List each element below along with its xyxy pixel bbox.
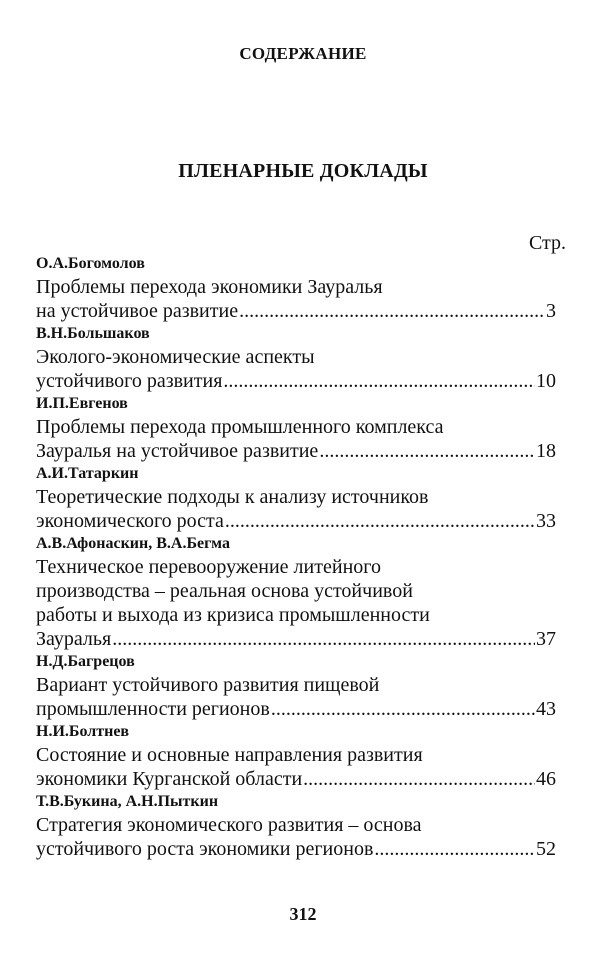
dot-leader <box>239 299 545 323</box>
toc-entry-page: 3 <box>546 300 556 322</box>
toc-entry-title-end: экономики Курганской области <box>36 768 303 790</box>
toc-entry-author: А.И.Татаркин <box>36 465 139 482</box>
toc-entry-title-line: Проблемы перехода промышленного комплекса <box>36 416 444 438</box>
toc-entry <box>36 721 556 791</box>
toc-entry-author: Н.Д.Багрецов <box>36 653 135 670</box>
toc-entry-author: О.А.Богомолов <box>36 255 145 272</box>
toc-entry-title-line: Техническое перевооружение литейного <box>36 556 381 578</box>
toc-entry-title-line: Стратегия экономического развития – основа <box>36 814 422 836</box>
dot-leader <box>225 509 535 533</box>
table-of-contents <box>36 253 556 861</box>
dot-leader <box>303 767 535 791</box>
toc-entry <box>36 393 556 463</box>
toc-entry-last-line <box>36 299 556 323</box>
toc-entry-author: И.П.Евгенов <box>36 395 128 412</box>
toc-entry-page: 18 <box>536 440 556 462</box>
toc-entry <box>36 533 556 651</box>
toc-entry-title-line: Состояние и основные направления развития <box>36 744 423 766</box>
dot-leader <box>112 627 535 651</box>
toc-entry-page: 37 <box>536 628 556 650</box>
toc-entry-last-line <box>36 767 556 791</box>
dot-leader <box>319 439 535 463</box>
toc-entry-last-line <box>36 439 556 463</box>
toc-entry-title-end: Зауралья <box>36 628 112 650</box>
toc-entry-title-end: на устойчивое развитие <box>36 300 239 322</box>
toc-entry-author: А.В.Афонаскин, В.А.Бегма <box>36 535 230 552</box>
toc-entry-title-end: устойчивого роста экономики регионов <box>36 838 374 860</box>
dot-leader <box>223 369 535 393</box>
toc-entry-last-line <box>36 369 556 393</box>
toc-entry <box>36 463 556 533</box>
page-column-label: Стр. <box>528 232 566 254</box>
toc-entry-title-end: устойчивого развития <box>36 370 223 392</box>
toc-entry-author: Н.И.Болтнев <box>36 723 130 740</box>
toc-entry <box>36 651 556 721</box>
toc-entry-page: 33 <box>536 510 556 532</box>
toc-entry-last-line <box>36 697 556 721</box>
contents-title: СОДЕРЖАНИЕ <box>239 44 367 63</box>
toc-entry-title-line: Вариант устойчивого развития пищевой <box>36 674 380 696</box>
toc-entry-title-line: Эколого-экономические аспекты <box>36 346 315 368</box>
toc-entry <box>36 323 556 393</box>
section-title: ПЛЕНАРНЫЕ ДОКЛАДЫ <box>178 160 428 182</box>
toc-entry-page: 46 <box>536 768 556 790</box>
toc-entry <box>36 791 556 861</box>
toc-entry-title-end: Зауралья на устойчивое развитие <box>36 440 319 462</box>
toc-entry-title-line: работы и выхода из кризиса промышленности <box>36 604 430 626</box>
toc-entry-page: 43 <box>536 698 556 720</box>
toc-entry <box>36 253 556 323</box>
toc-entry-title-end: промышленности регионов <box>36 698 270 720</box>
dot-leader <box>374 837 535 861</box>
toc-entry-last-line <box>36 509 556 533</box>
toc-entry-last-line <box>36 837 556 861</box>
toc-entry-title-end: экономического роста <box>36 510 224 532</box>
footer-page-number: 312 <box>289 904 317 924</box>
toc-entry-author: Т.В.Букина, А.Н.Пыткин <box>36 793 219 810</box>
toc-entry-page: 10 <box>536 370 556 392</box>
toc-entry-author: В.Н.Большаков <box>36 325 150 342</box>
toc-entry-page: 52 <box>536 838 556 860</box>
dot-leader <box>271 697 535 721</box>
toc-entry-title-line: Теоретические подходы к анализу источников <box>36 486 429 508</box>
toc-entry-last-line <box>36 627 556 651</box>
toc-entry-title-line: производства – реальная основа устойчивой <box>36 580 413 602</box>
toc-entry-title-line: Проблемы перехода экономики Зауралья <box>36 276 383 298</box>
